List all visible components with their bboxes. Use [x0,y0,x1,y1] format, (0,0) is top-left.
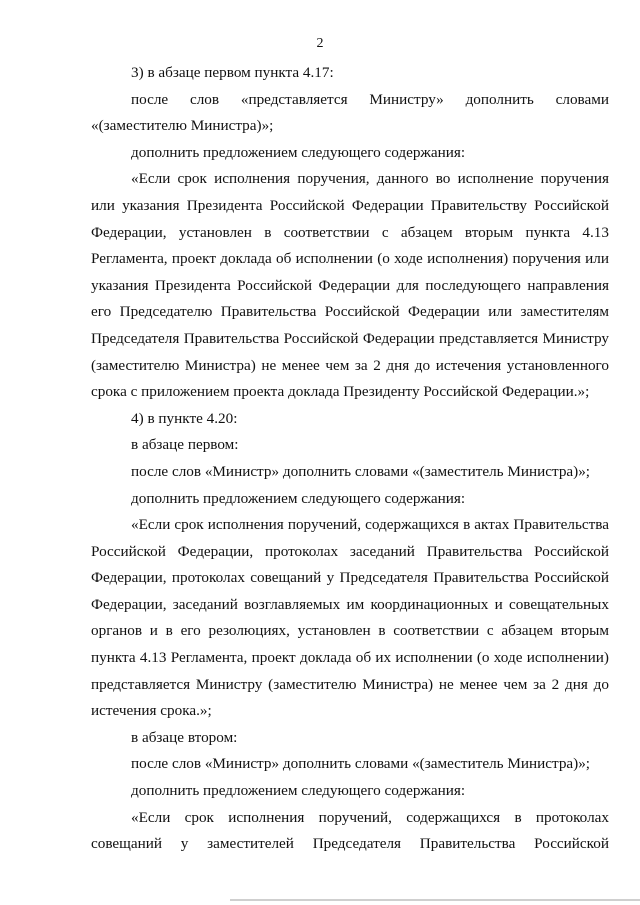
paragraph-amend-words: после слов «представляется Министру» дополнить словами «(заместителю Министра)»; [91,90,609,135]
paragraph-quoted-text-3: «Если срок исполнения поручений, содержащихся в протоколах совещаний у заместителей Председателя Правительства Российской [91,808,609,853]
paragraph-item-3: 3) в абзаце первом пункта 4.17: [131,64,334,81]
paragraph-first-abzac: в абзаце первом: [131,436,239,454]
paragraph-quoted-text: «Если срок исполнения поручения, данного во исполнение поручения или указания Президента Российской Федерации Правительству Российской Федерации, установлен в соответствии с абзацем вторым пункта 4.13 Регламента, проект доклада об исполнении (о ходе исполнения) поручения или указания Президента Российской Федерации для последующего направления его Председателю Правительства Российской Федерации или заместителям Председателя Правительства Российской Федерации представляется Министру (заместителю Министра) не менее чем за 2 дня до истечения установленного срока с приложением проекта доклада Президенту Российской Федерации.»; [91,170,609,401]
paragraph-add-sentence: дополнить предложением следующего содержания: [131,143,466,161]
paragraph-amend-minister: после слов «Министр» дополнить словами «(заместитель Министра)»; [131,462,591,480]
paragraph-quoted-text-2: «Если срок исполнения поручений, содержащихся в актах Правительства Российской Федерации, протоколах заседаний Правительства Российской Федерации, протоколах совещаний у Председателя Правительства Российской Федерации, заседаний возглавляемых им координационных и совещательных органов и в его резолюциях, установлен в соответствии с абзацем вторым пункта 4.13 Регламента, проект доклада об их исполнении (о ходе исполнении) представляется Министру (заместителю Министра) не менее чем за 2 дня до истечения срока.»; [91,516,609,720]
paragraph-second-abzac: в абзаце втором: [131,728,238,746]
document-body [91,60,609,858]
paragraph-add-sentence-2: дополнить предложением следующего содержания: [131,489,466,507]
scan-edge-line [230,899,640,901]
page-number: 2 [316,36,324,51]
paragraph-amend-minister-2: после слов «Министр» дополнить словами «(заместитель Министра)»; [131,755,591,773]
paragraph-item-4: 4) в пункте 4.20: [131,409,238,427]
paragraph-add-sentence-3: дополнить предложением следующего содержания: [131,782,466,800]
